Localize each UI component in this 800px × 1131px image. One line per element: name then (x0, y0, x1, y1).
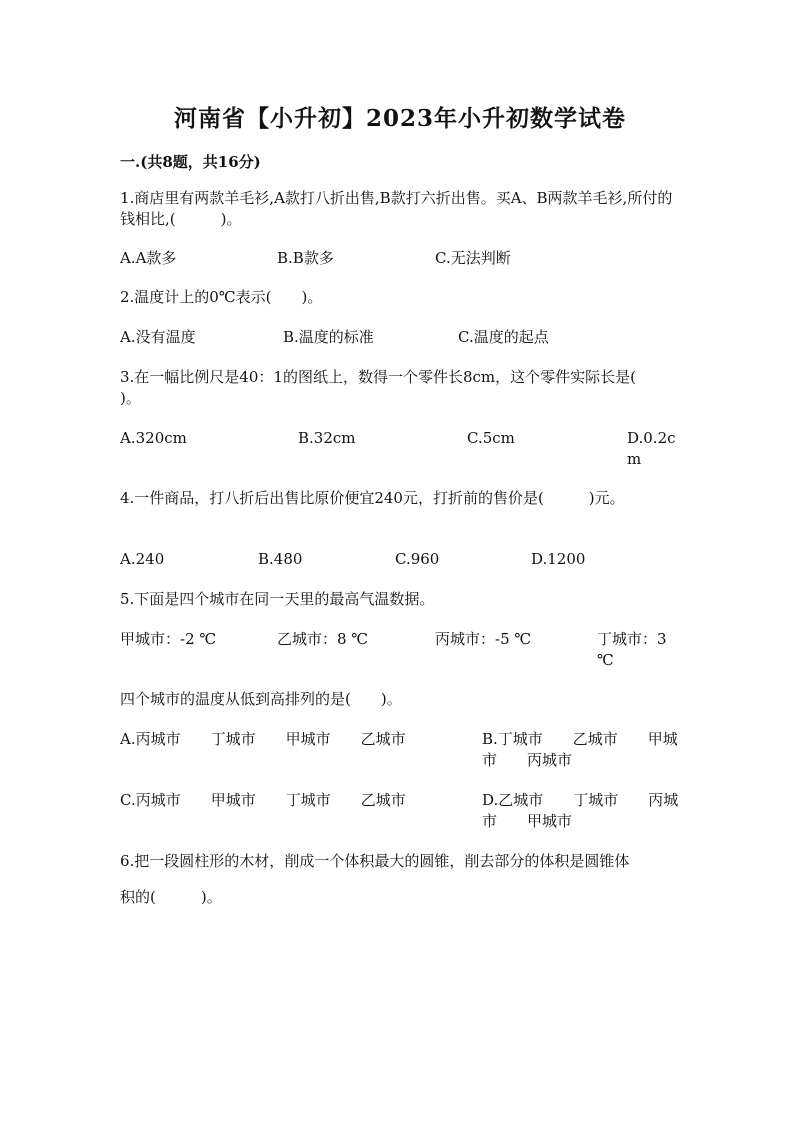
question-4-stem: 4.一件商品，打八折后出售比原价便宜240元，打折前的售价是( )元。 (120, 489, 625, 507)
section-heading: 一.(共8题，共16分) (120, 153, 261, 171)
question-5-temp-yi: 乙城市：8 ℃ (277, 630, 369, 648)
question-2-option-c[interactable]: C.温度的起点 (458, 328, 549, 346)
question-6-stem-line-2: 积的( )。 (120, 888, 222, 906)
question-2-option-a[interactable]: A.没有温度 (120, 328, 196, 346)
question-4-option-d[interactable]: D.1200 (531, 550, 586, 568)
question-4-option-c[interactable]: C.960 (395, 550, 440, 568)
question-5-stem: 5.下面是四个城市在同一天里的最高气温数据。 (120, 590, 435, 608)
page-title: 河南省【小升初】2023年小升初数学试卷 (173, 105, 626, 132)
question-1-option-a[interactable]: A.A款多 (120, 249, 177, 267)
question-6-stem-line-1: 6.把一段圆柱形的木材，削成一个体积最大的圆锥，削去部分的体积是圆锥体 (120, 852, 630, 870)
question-2-option-b[interactable]: B.温度的标准 (283, 328, 374, 346)
question-5-temp-jia: 甲城市：-2 ℃ (120, 630, 217, 648)
question-5-option-d[interactable]: D.乙城市 丁城市 丙城市 甲城市 (482, 791, 679, 830)
question-5-temp-bing: 丙城市：-5 ℃ (435, 630, 532, 648)
question-3-option-b[interactable]: B.32cm (298, 429, 356, 447)
question-4-option-b[interactable]: B.480 (258, 550, 303, 568)
question-2-stem: 2.温度计上的0℃表示( )。 (120, 288, 323, 306)
question-3-option-c[interactable]: C.5cm (467, 429, 515, 447)
question-3-option-a[interactable]: A.320cm (120, 429, 187, 447)
question-5-option-a[interactable]: A.丙城市 丁城市 甲城市 乙城市 (120, 730, 406, 748)
question-5-option-c[interactable]: C.丙城市 甲城市 丁城市 乙城市 (120, 791, 406, 809)
question-5-option-b[interactable]: B.丁城市 乙城市 甲城市 丙城市 (482, 730, 678, 769)
question-3-stem: 3.在一幅比例尺是40：1的图纸上，数得一个零件长8cm，这个零件实际长是( )。 (120, 368, 666, 407)
question-1-option-b[interactable]: B.B款多 (277, 249, 334, 267)
question-5-temp-ding: 丁城市：3 ℃ (597, 630, 667, 669)
question-1-option-c[interactable]: C.无法判断 (435, 249, 511, 267)
question-3-option-d[interactable]: D.0.2cm (627, 429, 676, 468)
question-5-sub-stem: 四个城市的温度从低到高排列的是( )。 (120, 690, 402, 708)
question-4-option-a[interactable]: A.240 (120, 550, 165, 568)
question-1-stem: 1.商店里有两款羊毛衫,A款打八折出售,B款打六折出售。买A、B两款羊毛衫,所付的钱相比,( )。 (120, 189, 673, 228)
